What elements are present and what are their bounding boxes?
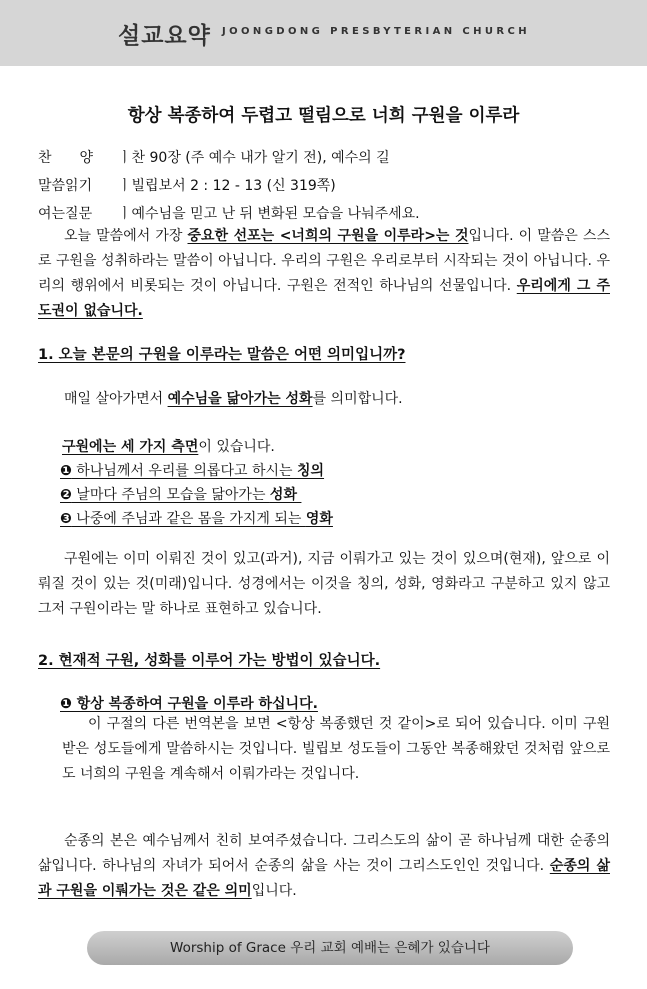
section2-subheading: ❶ 항상 복종하여 구원을 이루라 하십니다.	[60, 696, 318, 712]
number-1-icon: ❶	[60, 463, 72, 479]
aspect-item-2	[60, 484, 301, 504]
intro-paragraph	[38, 224, 610, 324]
reading-row	[38, 175, 336, 195]
reading-value: ㅣ빌립보서 2 : 12 - 13 (신 319쪽)	[118, 178, 336, 194]
hymn-row	[38, 147, 390, 167]
hymn-label: 찬 양	[38, 150, 94, 166]
section1-paragraph: 구원에는 이미 이뤄진 것이 있고(과거), 지금 이뤄가고 있는 것이 있으며(현재), 앞으로 이뤄질 것이 있는 것(미래)입니다. 성경에서는 이것을 칭의, 성화, 영화라고 구분하고 있지 않고 그저 구원이라는 말 하나로 표현하고 있습니다.	[38, 551, 610, 617]
aspect-key: 성화	[269, 487, 297, 503]
footer-text: Worship of Grace 우리 교회 예배는 은혜가 있습니다	[170, 940, 490, 956]
aspects-intro	[62, 436, 275, 456]
question-label: 여는질문	[38, 206, 93, 222]
intro-text-1: 오늘 말씀에서 가장	[64, 228, 188, 244]
aspects-text: 이 있습니다.	[198, 439, 275, 455]
question-row	[38, 203, 420, 223]
aspects-emphasis: 구원에는 세 가지 측면	[62, 439, 199, 455]
footer-banner	[87, 931, 573, 965]
section2-paragraph-1: 이 구절의 다른 번역본을 보면 <항상 복종했던 것 같이>로 되어 있습니다. 이미 구원 받은 성도들에게 말씀하시는 것입니다. 빌립보 성도들이 그동안 복종해왔던 것처럼 앞으로도 너희의 구원을 계속해서 이뤄가라는 것입니다.	[62, 716, 610, 782]
reading-label: 말씀읽기	[38, 178, 93, 194]
aspect-text: 하나님께서 우리를 의롭다고 하시는	[71, 463, 297, 479]
section1-line	[64, 388, 403, 408]
question-value: ㅣ예수님을 믿고 난 뒤 변화된 모습을 나눠주세요.	[118, 206, 420, 222]
hymn-value: ㅣ찬 90장 (주 예수 내가 알기 전), 예수의 길	[118, 150, 390, 166]
intro-text-2: 입니다. 이 말씀은 스스로 구원을 성취하라는 말씀이 아닙니다. 우리의 구원은 우리로부터 시작되는 것이 아닙니다. 우리의 행위에서 비롯되는 것이 아닙니다. 구원은 전적인 하나님의 선물입니다.	[38, 228, 610, 294]
aspect-item-1	[60, 460, 324, 480]
number-2-icon: ❷	[60, 487, 72, 503]
sermon-title: 항상 복종하여 두렵고 떨림으로 너희 구원을 이루라	[127, 106, 520, 126]
aspect-item-3	[60, 508, 333, 528]
para-text: 순종의 본은 예수님께서 친히 보여주셨습니다. 그리스도의 삶이 곧 하나님께 대한 순종의 삶입니다. 하나님의 자녀가 되어서 순종의 삶을 사는 것이 그리스도인인 것입니다.	[38, 833, 610, 874]
header-title: 설교요약	[118, 23, 211, 49]
intro-conclusion: 우리에게 그 주도권이 없습니다.	[38, 278, 610, 319]
aspect-text: 날마다 주님의 모습을 닮아가는	[71, 487, 270, 503]
aspect-key: 칭의	[296, 463, 325, 479]
para-emphasis: 순종의 삶과 구원을 이뤄가는 것은 같은 의미	[38, 858, 610, 899]
para-text: 입니다.	[251, 883, 297, 899]
line-emphasis: 예수님을 닮아가는 성화	[167, 391, 313, 407]
section1-heading: 1. 오늘 본문의 구원을 이루라는 말씀은 어떤 의미입니까?	[38, 347, 406, 363]
aspect-text: 나중에 주님과 같은 몸을 가지게 되는	[71, 511, 306, 527]
line-text: 를 의미합니다.	[312, 391, 403, 407]
line-text: 매일 살아가면서	[64, 391, 168, 407]
intro-emphasis: 중요한 선포는 <너희의 구원을 이루라>는 것	[187, 228, 469, 244]
section2-paragraph-2	[38, 829, 610, 904]
header-subtitle: JOONGDONG PRESBYTERIAN CHURCH	[222, 26, 531, 37]
header-banner	[0, 0, 647, 66]
aspect-key: 영화	[305, 511, 333, 527]
number-3-icon: ❸	[60, 511, 72, 527]
section2-heading: 2. 현재적 구원, 성화를 이루어 가는 방법이 있습니다.	[38, 653, 381, 669]
